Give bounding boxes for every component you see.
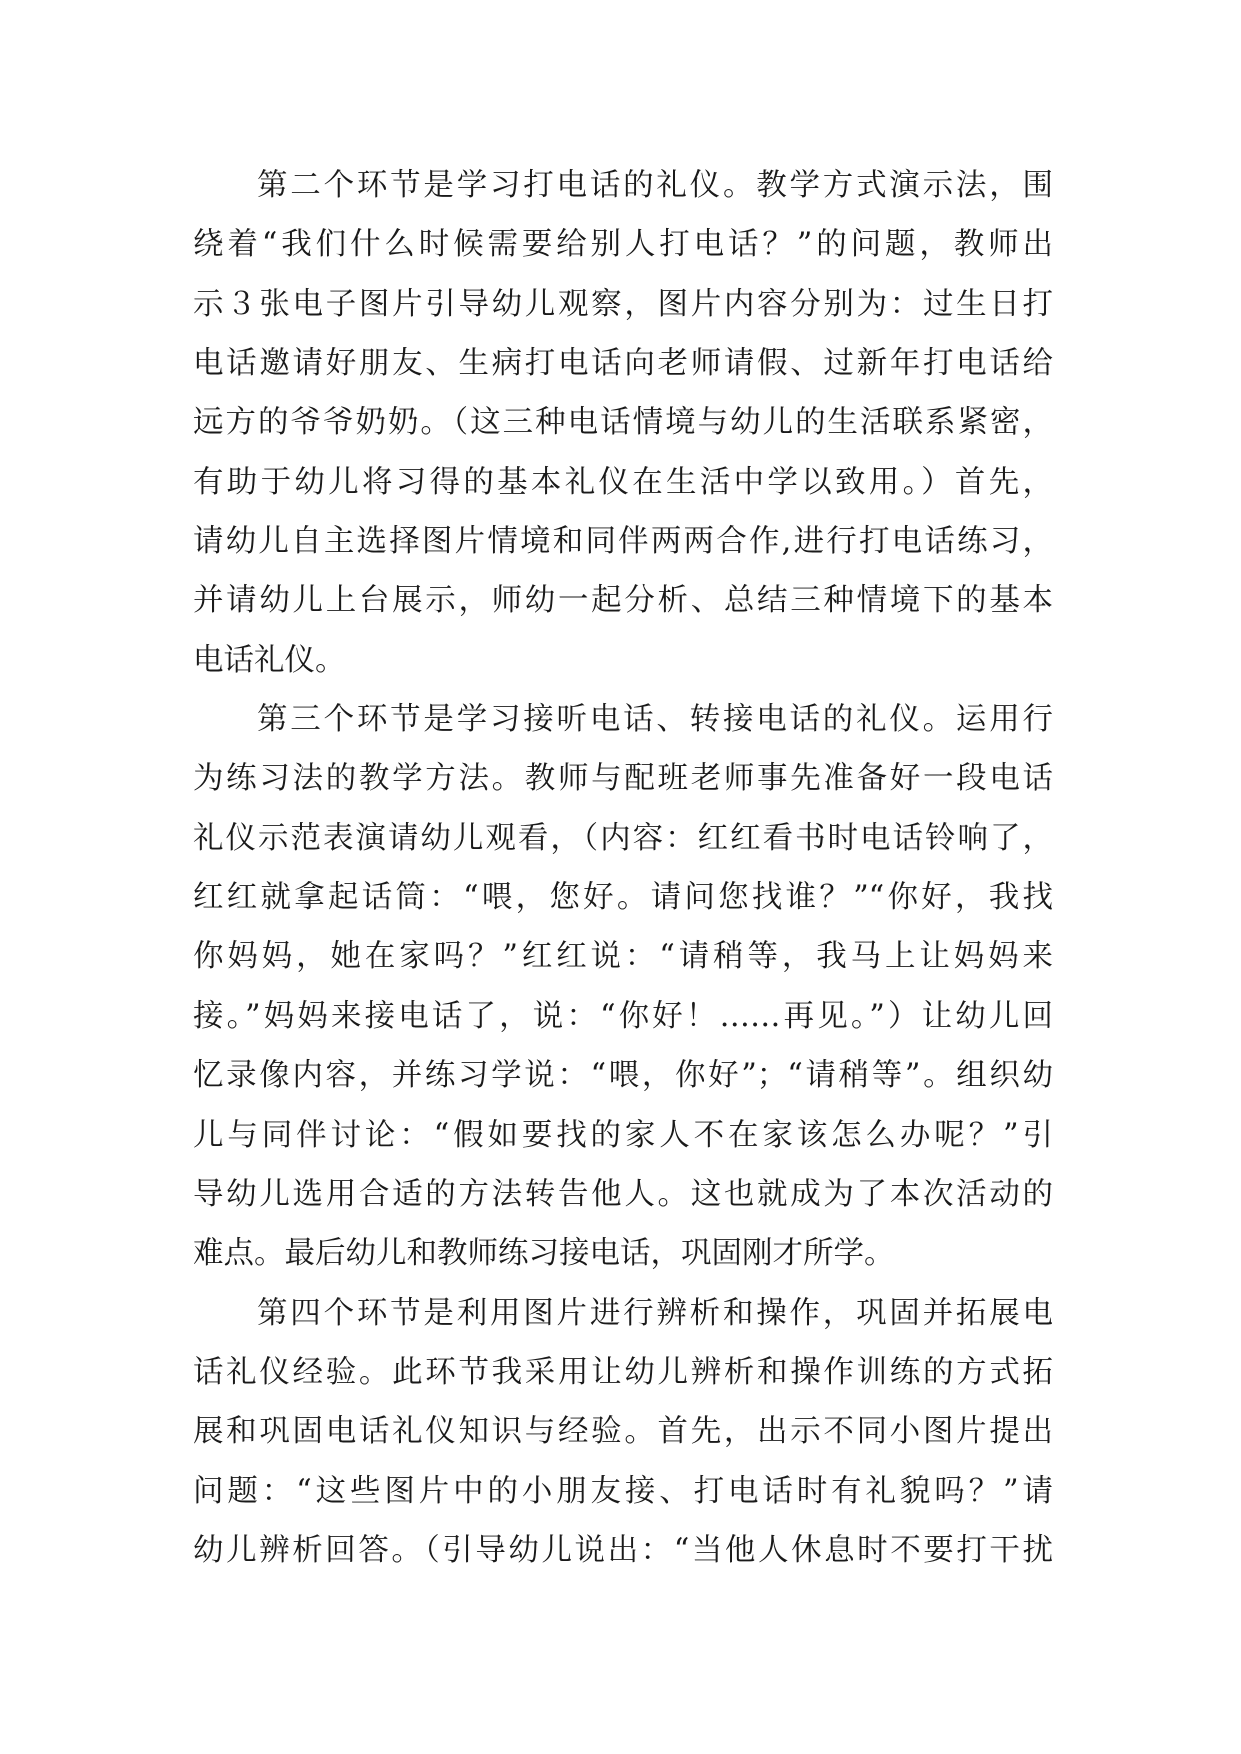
text-line: 接。”妈妈来接电话了，说：“你好！……再见。”）让幼儿回 (193, 998, 1053, 1034)
text-line: 幼儿辨析回答。（引导幼儿说出：“当他人休息时不要打干扰 (193, 1532, 1053, 1568)
text-line: 儿与同伴讨论：“假如要找的家人不在家该怎么办呢？”引 (193, 1117, 1053, 1153)
text-line: 问题：“这些图片中的小朋友接、打电话时有礼貌吗？”请 (193, 1473, 1053, 1509)
document-body (193, 156, 1053, 1580)
text-line: 礼仪示范表演请幼儿观看，（内容：红红看书时电话铃响了， (193, 820, 1053, 856)
text-line: 红红就拿起话筒：“喂，您好。请问您找谁？”“你好，我找 (193, 880, 1053, 916)
text-line: 并请幼儿上台展示，师幼一起分析、总结三种情境下的基本 (193, 583, 1053, 619)
text-line: 示３张电子图片引导幼儿观察，图片内容分别为：过生日打 (193, 286, 1053, 322)
text-line: 忆录像内容，并练习学说：“喂，你好”；“请稍等”。组织幼 (193, 1058, 1053, 1094)
text-line: 话礼仪经验。此环节我采用让幼儿辨析和操作训练的方式拓 (193, 1354, 1053, 1390)
text-line: 为练习法的教学方法。教师与配班老师事先准备好一段电话 (193, 761, 1053, 797)
paragraph-first-line: 第三个环节是学习接听电话、转接电话的礼仪。运用行 (257, 702, 1053, 738)
text-line: 电话邀请好朋友、生病打电话向老师请假、过新年打电话给 (193, 346, 1053, 382)
text-line: 展和巩固电话礼仪知识与经验。首先，出示不同小图片提出 (193, 1414, 1053, 1450)
text-line: 远方的爷爷奶奶。（这三种电话情境与幼儿的生活联系紧密， (193, 405, 1053, 441)
text-line: 请幼儿自主选择图片情境和同伴两两合作,进行打电话练习， (193, 524, 1053, 560)
text-line: 有助于幼儿将习得的基本礼仪在生活中学以致用。）首先， (193, 464, 1053, 500)
text-line: 导幼儿选用合适的方法转告他人。这也就成为了本次活动的 (193, 1176, 1053, 1212)
text-line: 绕着“我们什么时候需要给别人打电话？”的问题，教师出 (193, 227, 1053, 263)
text-line: 你妈妈，她在家吗？”红红说：“请稍等，我马上让妈妈来 (193, 939, 1053, 975)
text-line: 电话礼仪。 (193, 642, 346, 678)
paragraph-first-line: 第四个环节是利用图片进行辨析和操作，巩固并拓展电 (257, 1295, 1053, 1331)
text-line: 难点。最后幼儿和教师练习接电话，巩固刚才所学。 (193, 1236, 895, 1272)
paragraph-first-line: 第二个环节是学习打电话的礼仪。教学方式演示法，围 (257, 168, 1053, 203)
